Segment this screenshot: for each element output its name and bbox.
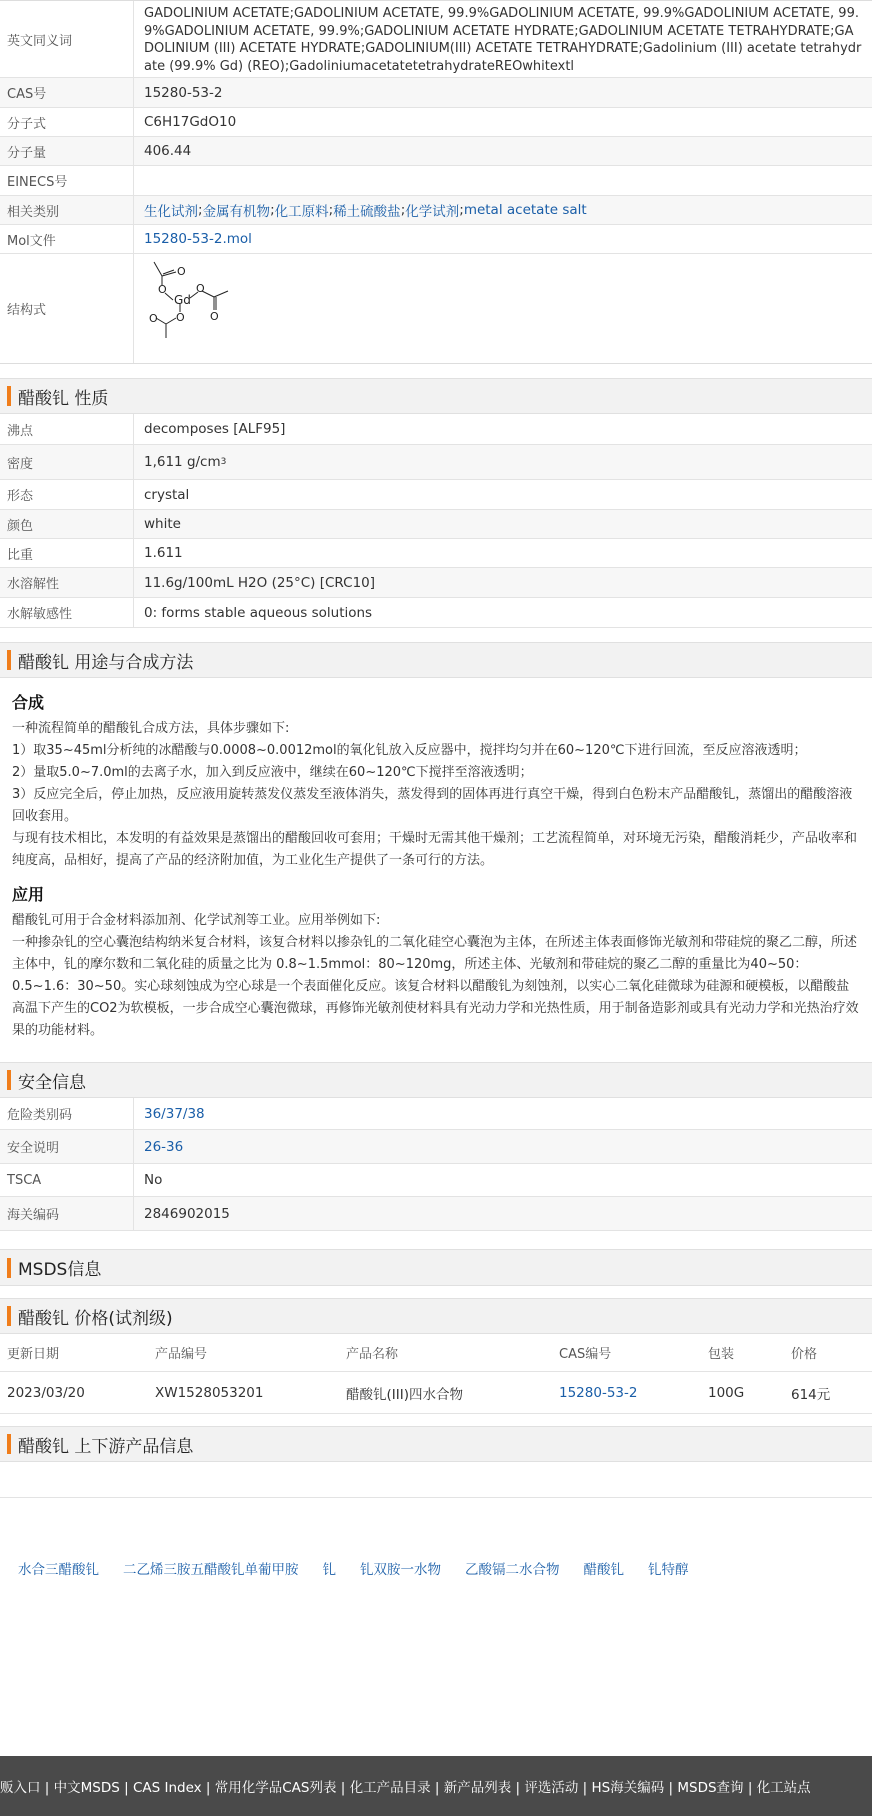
row-label: 英文同义词 (0, 1, 134, 77)
row-label: 水溶解性 (0, 568, 134, 597)
related-product-link[interactable]: 钆特醇 (648, 1562, 689, 1578)
safety-section-header (0, 1062, 872, 1098)
row-label: EINECS号 (0, 166, 134, 195)
property-row (0, 445, 872, 480)
row-label: 海关编码 (0, 1197, 134, 1230)
paragraph: 一种掺杂钆的空心囊泡结构纳米复合材料，该复合材料以掺杂钆的二氧化硅空心囊泡为主体，在所述主体表面修饰光敏剂和带硅烷的聚乙二醇，所述主体中，钆的摩尔数和二氧化硅的质量之比为 0.8~1.5mmol：80~120mg，所述主体、光敏剂和带硅烷的聚乙二醇的重量比为40~50：0.5~1.6：30~50。实心球刻蚀成为空心球是一个表面催化反应。该复合材料以醋酸钆为刻蚀剂，以实心二氧化硅微球为硅源和硬模板，以醋酸盐高温下产生的CO2为软模板，一步合成空心囊泡微球，再修饰光敏剂使材料具有光动力学和光热性质，用于制备造影剂或具有光动力学和光热治疗效果的功能材料。 (12, 935, 859, 1038)
row-label: 安全说明 (0, 1130, 134, 1163)
column-header: 包装 (708, 1347, 735, 1362)
section-title: 醋酸钆 用途与合成方法 (18, 652, 194, 673)
uses-section-header (0, 642, 872, 678)
row-value: 0: forms stable aqueous solutions (144, 604, 373, 621)
section-marker (7, 650, 11, 670)
price-table (0, 1334, 872, 1414)
hazard-code-link[interactable]: 36/37/38 (144, 1105, 205, 1122)
paragraph: 2）量取5.0~7.0ml的去离子水，加入到反应液中，继续在60~120℃下搅拌至溶液透明； (12, 765, 533, 780)
row-label: 危险类别码 (0, 1098, 134, 1129)
row-value: 2846902015 (134, 1197, 872, 1230)
section-marker (7, 386, 11, 406)
svg-text:O: O (176, 311, 185, 324)
row-mw (0, 137, 872, 166)
row-label: CAS号 (0, 78, 134, 107)
related-product-link[interactable]: 醋酸钆 (583, 1562, 624, 1578)
category-link[interactable]: 化学试剂 (405, 204, 460, 220)
column-header: 产品名称 (346, 1347, 399, 1362)
property-row (0, 480, 872, 510)
section-title: MSDS信息 (18, 1260, 102, 1280)
package: 100G (708, 1384, 745, 1401)
section-title: 醋酸钆 价格(试剂级) (18, 1308, 173, 1329)
row-value: 1,611 g/cm 3 (134, 445, 872, 479)
property-row (0, 510, 872, 539)
column-header: 产品编号 (155, 1347, 208, 1362)
row-structure (0, 254, 872, 364)
properties-table (0, 414, 872, 628)
svg-text:O: O (210, 310, 219, 323)
row-label: 相关类别 (0, 196, 134, 224)
category-link[interactable]: metal acetate salt (463, 202, 587, 218)
category-link[interactable]: 生化试剂 (144, 204, 198, 220)
safety-row (0, 1164, 872, 1197)
related-product-link[interactable]: 水合三醋酸钆 (18, 1562, 99, 1578)
svg-text:O: O (158, 283, 167, 296)
product-code: XW1528053201 (155, 1384, 264, 1401)
row-einecs (0, 166, 872, 196)
svg-text:O: O (177, 265, 186, 278)
paragraph: 一种流程简单的醋酸钆合成方法，具体步骤如下: (12, 721, 290, 736)
properties-section-header (0, 378, 872, 414)
product-name: 醋酸钆(III)四水合物 (346, 1386, 463, 1403)
uses-content (0, 678, 872, 1042)
related-product-link[interactable]: 钆 (322, 1562, 336, 1578)
update-date: 2023/03/20 (7, 1384, 85, 1401)
category-links: 生化试剂 ; 金属有机物 ; 化工原料 ; 稀土硫酸盐 ; 化学试剂 ; metal acetate salt (134, 196, 872, 224)
property-row (0, 568, 872, 598)
mol-file-link[interactable]: 15280-53-2.mol (144, 231, 252, 247)
row-category (0, 196, 872, 225)
price: 614元 (791, 1386, 831, 1403)
safety-statement-link[interactable]: 26-36 (144, 1138, 184, 1155)
section-title: 安全信息 (18, 1072, 86, 1093)
row-label: 水解敏感性 (0, 598, 134, 627)
safety-row (0, 1130, 872, 1164)
structure-diagram (134, 254, 872, 363)
row-label: 分子量 (0, 137, 134, 165)
row-value: crystal (144, 486, 190, 503)
svg-text:Gd: Gd (174, 293, 191, 307)
paragraph: 醋酸钆可用于合金材料添加剂、化学试剂等工业。应用举例如下: (12, 913, 381, 928)
row-value: 11.6g/100mL H2O (25°C) [CRC10] (134, 568, 872, 597)
property-row (0, 414, 872, 445)
application-heading: 应用 (12, 885, 45, 904)
msds-section-header (0, 1249, 872, 1286)
section-marker (7, 1434, 11, 1454)
row-label: 分子式 (0, 108, 134, 136)
mw-value: 406.44 (134, 137, 872, 165)
property-row (0, 539, 872, 568)
section-marker (7, 1070, 11, 1090)
price-section-header (0, 1298, 872, 1334)
structure-image (144, 260, 244, 350)
property-row (0, 598, 872, 628)
section-marker (7, 1258, 11, 1278)
svg-text:O: O (149, 312, 158, 325)
paragraph: 3）反应完全后，停止加热，反应液用旋转蒸发仪蒸发至液体消失，蒸发得到的固体再进行真空干燥，得到白色粉末产品醋酸钆，蒸馏出的醋酸溶液回收套用。 (12, 787, 853, 824)
row-label: 密度 (0, 445, 134, 479)
safety-table (0, 1098, 872, 1231)
updown-section-header (0, 1426, 872, 1462)
cas-value: 15280-53-2 (134, 78, 872, 107)
row-formula (0, 108, 872, 137)
formula-value: C6H17GdO10 (144, 114, 237, 130)
svg-text:O: O (196, 282, 205, 295)
related-product-link[interactable]: 二乙烯三胺五醋酸钆单葡甲胺 (123, 1562, 299, 1578)
related-product-link[interactable]: 乙酸镉二水合物 (465, 1562, 560, 1578)
row-label: 形态 (0, 480, 134, 509)
table-row (0, 1372, 872, 1414)
price-table-header (0, 1334, 872, 1372)
row-synonyms (0, 1, 872, 78)
related-products (0, 1558, 872, 1578)
category-link[interactable]: 稀土硫酸盐 (333, 204, 401, 220)
row-label: 沸点 (0, 414, 134, 444)
row-value: white (134, 510, 872, 538)
footer-nav (0, 1756, 872, 1816)
row-molfile (0, 225, 872, 254)
paragraph: 1）取35~45ml分析纯的冰醋酸与0.0008~0.0012mol的氧化钆放入反应器中，搅拌均匀并在60~120℃下进行回流，至反应溶液透明； (12, 743, 807, 758)
synonyms-value: GADOLINIUM ACETATE;GADOLINIUM ACETATE, 99.9%GADOLINIUM ACETATE, 99.9%GADOLINIUM ACETATE, 99.9%GADOLINIUM ACETATE, 99.9%;GADOLINIUM ACETATE HYDRATE;GADOLINIUM ACETATE TETRAHYDRATE;GADOLINIUM (III) ACETATE HYDRATE;GADOLINIUM(III) ACETATE TETRAHYDRATE;Gadolinium (III) acetate tetrahydrate (99.9% Gd) (REO);GadoliniumacetatetetrahydrateREOwhitextl (144, 6, 862, 74)
safety-row (0, 1098, 872, 1130)
row-label: 颜色 (0, 510, 134, 538)
row-label: Mol文件 (0, 225, 134, 253)
row-label: 结构式 (0, 254, 134, 363)
row-cas (0, 78, 872, 108)
row-value: 1.611 (144, 545, 183, 561)
category-link[interactable]: 化工原料 (274, 204, 329, 220)
related-product-link[interactable]: 钆双胺一水物 (360, 1562, 441, 1578)
footer-links[interactable]: 贩入口 | 中文MSDS | CAS Index | 常用化学品CAS列表 | 化工产品目录 | 新产品列表 | 评选活动 | HS海关编码 | MSDS查询 | 化工站点 (0, 1780, 811, 1796)
row-label: 比重 (0, 539, 134, 567)
column-header: CAS编号 (559, 1347, 612, 1362)
section-marker (7, 1306, 11, 1326)
column-header: 价格 (791, 1347, 818, 1362)
safety-row (0, 1197, 872, 1231)
einecs-value (134, 166, 872, 195)
section-title: 醋酸钆 上下游产品信息 (18, 1436, 194, 1457)
paragraph: 与现有技术相比，本发明的有益效果是蒸馏出的醋酸回收可套用；干燥时无需其他干燥剂；工艺流程简单，对环境无污染，醋酸消耗少，产品收率和纯度高，品相好，提高了产品的经济附加值，为工业化生产提供了一条可行的方法。 (12, 831, 858, 868)
synthesis-heading: 合成 (12, 693, 45, 712)
row-label: TSCA (0, 1164, 134, 1196)
row-value: No (144, 1172, 163, 1188)
row-value: decomposes [ALF95] (144, 421, 286, 437)
basic-info-table (0, 0, 872, 364)
category-link[interactable]: 金属有机物 (202, 204, 271, 220)
column-header: 更新日期 (7, 1347, 60, 1362)
section-title: 醋酸钆 性质 (18, 388, 109, 409)
cas-link[interactable]: 15280-53-2 (559, 1384, 638, 1401)
